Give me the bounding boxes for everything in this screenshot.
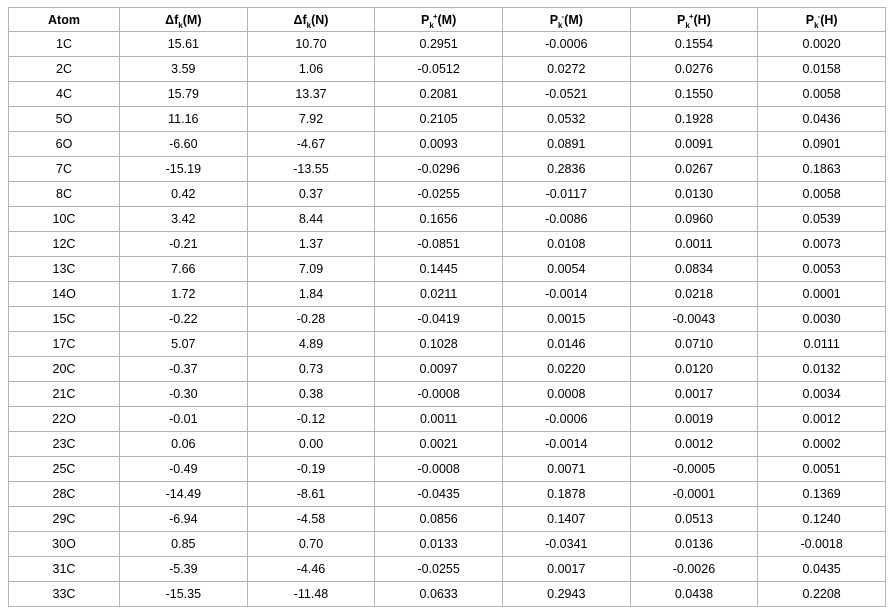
cell-pk-plus-h: 0.0019 (630, 407, 758, 432)
cell-pk-minus-m: -0.0117 (502, 182, 630, 207)
header-delta-m-suffix: (M) (182, 12, 202, 27)
cell-delta-fk-m: -15.35 (120, 582, 248, 607)
cell-delta-fk-n: 0.73 (247, 357, 375, 382)
cell-pk-plus-m: 0.0011 (375, 407, 503, 432)
cell-delta-fk-n: 7.92 (247, 107, 375, 132)
cell-pk-plus-m: 0.0211 (375, 282, 503, 307)
table-row (9, 457, 886, 482)
table-header-row (9, 8, 886, 32)
cell-pk-minus-h: 0.0058 (758, 182, 886, 207)
cell-pk-plus-m: 0.0633 (375, 582, 503, 607)
header-pk-minus-m (502, 8, 630, 32)
table-row (9, 57, 886, 82)
cell-pk-plus-h: -0.0001 (630, 482, 758, 507)
cell-atom: 23C (9, 432, 120, 457)
reactivity-table (8, 7, 886, 607)
cell-pk-minus-m: -0.0521 (502, 82, 630, 107)
cell-pk-plus-h: 0.0120 (630, 357, 758, 382)
cell-pk-minus-h: 0.0030 (758, 307, 886, 332)
cell-pk-plus-h: 0.1550 (630, 82, 758, 107)
cell-pk-minus-h: 0.1240 (758, 507, 886, 532)
cell-pk-plus-m: -0.0008 (375, 457, 503, 482)
cell-atom: 2C (9, 57, 120, 82)
header-delta-m-sub: k (178, 20, 183, 30)
cell-delta-fk-m: -0.30 (120, 382, 248, 407)
cell-pk-plus-m: -0.0435 (375, 482, 503, 507)
cell-pk-minus-h: 0.0012 (758, 407, 886, 432)
cell-pk-minus-m: -0.0006 (502, 32, 630, 57)
cell-delta-fk-n: 8.44 (247, 207, 375, 232)
cell-delta-fk-n: 0.38 (247, 382, 375, 407)
cell-atom: 29C (9, 507, 120, 532)
data-table-container (8, 7, 886, 607)
cell-pk-plus-h: 0.0012 (630, 432, 758, 457)
cell-pk-plus-m: 0.1028 (375, 332, 503, 357)
cell-pk-plus-h: 0.0276 (630, 57, 758, 82)
cell-pk-plus-h: -0.0043 (630, 307, 758, 332)
cell-atom: 33C (9, 582, 120, 607)
cell-pk-minus-h: 0.0111 (758, 332, 886, 357)
cell-atom: 15C (9, 307, 120, 332)
table-row (9, 582, 886, 607)
table-row (9, 332, 886, 357)
table-row (9, 432, 886, 457)
cell-delta-fk-n: -13.55 (247, 157, 375, 182)
cell-delta-fk-n: 1.06 (247, 57, 375, 82)
cell-delta-fk-n: -4.58 (247, 507, 375, 532)
cell-delta-fk-n: -0.12 (247, 407, 375, 432)
cell-pk-plus-h: 0.0130 (630, 182, 758, 207)
cell-atom: 28C (9, 482, 120, 507)
cell-delta-fk-n: -11.48 (247, 582, 375, 607)
cell-pk-plus-h: 0.1928 (630, 107, 758, 132)
cell-pk-minus-m: 0.0054 (502, 257, 630, 282)
table-row (9, 407, 886, 432)
cell-atom: 22O (9, 407, 120, 432)
cell-pk-minus-m: 0.0220 (502, 357, 630, 382)
cell-pk-minus-m: 0.0891 (502, 132, 630, 157)
cell-pk-plus-m: -0.0512 (375, 57, 503, 82)
cell-pk-minus-h: 0.0158 (758, 57, 886, 82)
cell-pk-minus-m: 0.0008 (502, 382, 630, 407)
table-row (9, 357, 886, 382)
header-pk-plus-m (375, 8, 503, 32)
cell-pk-minus-m: 0.2943 (502, 582, 630, 607)
cell-pk-minus-h: 0.0051 (758, 457, 886, 482)
header-pk-plus-m-prefix: P (421, 12, 430, 27)
cell-delta-fk-m: -0.01 (120, 407, 248, 432)
table-row (9, 107, 886, 132)
cell-delta-fk-n: 0.70 (247, 532, 375, 557)
cell-delta-fk-m: -5.39 (120, 557, 248, 582)
cell-delta-fk-m: 11.16 (120, 107, 248, 132)
cell-pk-minus-h: 0.0053 (758, 257, 886, 282)
cell-delta-fk-n: 4.89 (247, 332, 375, 357)
table-row (9, 482, 886, 507)
cell-pk-plus-m: 0.2951 (375, 32, 503, 57)
header-pk-plus-h-sub: k (685, 20, 690, 30)
cell-pk-plus-m: -0.0255 (375, 557, 503, 582)
cell-pk-plus-h: -0.0005 (630, 457, 758, 482)
cell-delta-fk-m: 3.59 (120, 57, 248, 82)
cell-delta-fk-m: -14.49 (120, 482, 248, 507)
cell-pk-plus-h: 0.0513 (630, 507, 758, 532)
cell-atom: 7C (9, 157, 120, 182)
cell-pk-plus-m: -0.0008 (375, 382, 503, 407)
cell-pk-minus-h: -0.0018 (758, 532, 886, 557)
cell-delta-fk-n: -4.46 (247, 557, 375, 582)
header-delta-fk-m (120, 8, 248, 32)
cell-pk-minus-m: 0.0071 (502, 457, 630, 482)
cell-pk-minus-h: 0.1863 (758, 157, 886, 182)
cell-delta-fk-m: -6.94 (120, 507, 248, 532)
cell-delta-fk-m: 0.85 (120, 532, 248, 557)
header-pk-plus-h (630, 8, 758, 32)
cell-pk-plus-h: 0.0218 (630, 282, 758, 307)
table-row (9, 182, 886, 207)
cell-pk-minus-m: 0.0108 (502, 232, 630, 257)
cell-pk-minus-h: 0.0539 (758, 207, 886, 232)
cell-pk-minus-h: 0.0132 (758, 357, 886, 382)
cell-atom: 20C (9, 357, 120, 382)
cell-delta-fk-n: 1.37 (247, 232, 375, 257)
cell-pk-plus-m: -0.0851 (375, 232, 503, 257)
table-row (9, 532, 886, 557)
cell-pk-plus-m: 0.0093 (375, 132, 503, 157)
cell-pk-minus-m: 0.0532 (502, 107, 630, 132)
cell-pk-plus-m: 0.0021 (375, 432, 503, 457)
cell-pk-minus-m: -0.0006 (502, 407, 630, 432)
table-row (9, 557, 886, 582)
header-pk-plus-h-prefix: P (677, 12, 686, 27)
cell-delta-fk-m: 15.61 (120, 32, 248, 57)
cell-pk-plus-m: 0.1656 (375, 207, 503, 232)
cell-atom: 10C (9, 207, 120, 232)
header-pk-minus-h-sub: k (814, 20, 819, 30)
cell-delta-fk-n: -0.19 (247, 457, 375, 482)
cell-delta-fk-m: 7.66 (120, 257, 248, 282)
cell-delta-fk-m: -0.49 (120, 457, 248, 482)
cell-pk-minus-h: 0.0002 (758, 432, 886, 457)
header-pk-minus-h-sup: - (817, 11, 821, 21)
header-pk-minus-h-prefix: P (805, 12, 815, 27)
cell-delta-fk-n: 0.37 (247, 182, 375, 207)
cell-pk-minus-h: 0.0058 (758, 82, 886, 107)
header-pk-minus-m-sup: - (561, 11, 565, 21)
cell-pk-plus-h: 0.0834 (630, 257, 758, 282)
header-pk-plus-h-sup: + (688, 11, 694, 21)
cell-pk-minus-h: 0.0436 (758, 107, 886, 132)
header-pk-minus-h-suffix: (H) (820, 12, 838, 27)
cell-pk-plus-h: 0.0011 (630, 232, 758, 257)
cell-atom: 4C (9, 82, 120, 107)
table-row (9, 82, 886, 107)
table-row (9, 232, 886, 257)
cell-pk-plus-m: 0.2081 (375, 82, 503, 107)
cell-delta-fk-m: 15.79 (120, 82, 248, 107)
cell-delta-fk-m: 0.06 (120, 432, 248, 457)
header-atom-label: Atom (48, 12, 80, 27)
cell-pk-minus-m: 0.2836 (502, 157, 630, 182)
cell-atom: 14O (9, 282, 120, 307)
cell-atom: 13C (9, 257, 120, 282)
cell-pk-plus-h: -0.0026 (630, 557, 758, 582)
header-delta-n-suffix: (N) (311, 12, 329, 27)
cell-pk-minus-h: 0.0073 (758, 232, 886, 257)
cell-pk-plus-m: 0.2105 (375, 107, 503, 132)
cell-delta-fk-m: -0.22 (120, 307, 248, 332)
cell-pk-plus-h: 0.0017 (630, 382, 758, 407)
cell-pk-plus-m: 0.0097 (375, 357, 503, 382)
cell-pk-minus-m: -0.0341 (502, 532, 630, 557)
cell-pk-minus-m: 0.1878 (502, 482, 630, 507)
table-row (9, 382, 886, 407)
cell-pk-plus-h: 0.0091 (630, 132, 758, 157)
table-row (9, 257, 886, 282)
cell-pk-plus-h: 0.0710 (630, 332, 758, 357)
header-pk-minus-h (758, 8, 886, 32)
cell-pk-plus-m: 0.1445 (375, 257, 503, 282)
cell-pk-plus-h: 0.0960 (630, 207, 758, 232)
cell-pk-minus-m: -0.0014 (502, 432, 630, 457)
cell-atom: 21C (9, 382, 120, 407)
cell-delta-fk-m: 0.42 (120, 182, 248, 207)
cell-pk-plus-m: -0.0255 (375, 182, 503, 207)
cell-pk-minus-m: -0.0014 (502, 282, 630, 307)
cell-atom: 12C (9, 232, 120, 257)
table-row (9, 32, 886, 57)
cell-pk-plus-m: -0.0296 (375, 157, 503, 182)
header-delta-n-sub: k (306, 20, 312, 30)
cell-delta-fk-n: 0.00 (247, 432, 375, 457)
cell-pk-minus-m: 0.1407 (502, 507, 630, 532)
cell-pk-minus-m: 0.0015 (502, 307, 630, 332)
cell-pk-minus-m: 0.0146 (502, 332, 630, 357)
cell-atom: 1C (9, 32, 120, 57)
cell-atom: 30O (9, 532, 120, 557)
cell-pk-plus-m: 0.0856 (375, 507, 503, 532)
cell-delta-fk-n: -8.61 (247, 482, 375, 507)
cell-pk-plus-m: 0.0133 (375, 532, 503, 557)
cell-pk-minus-h: 0.0001 (758, 282, 886, 307)
header-delta-n-prefix: Δf (293, 12, 307, 27)
header-atom (9, 8, 120, 32)
cell-pk-minus-h: 0.0020 (758, 32, 886, 57)
header-delta-fk-n (247, 8, 375, 32)
cell-pk-minus-h: 0.0901 (758, 132, 886, 157)
table-row (9, 282, 886, 307)
header-pk-plus-m-sub: k (429, 20, 434, 30)
cell-pk-minus-h: 0.2208 (758, 582, 886, 607)
table-row (9, 307, 886, 332)
cell-pk-plus-h: 0.0267 (630, 157, 758, 182)
table-row (9, 507, 886, 532)
cell-pk-minus-h: 0.0034 (758, 382, 886, 407)
cell-atom: 5O (9, 107, 120, 132)
header-pk-minus-m-sub: k (558, 20, 563, 30)
cell-atom: 17C (9, 332, 120, 357)
cell-delta-fk-n: 7.09 (247, 257, 375, 282)
cell-pk-minus-h: 0.1369 (758, 482, 886, 507)
header-delta-m-prefix: Δf (165, 12, 179, 27)
cell-delta-fk-n: 10.70 (247, 32, 375, 57)
table-row (9, 132, 886, 157)
cell-atom: 8C (9, 182, 120, 207)
table-body (9, 32, 886, 607)
cell-atom: 6O (9, 132, 120, 157)
cell-delta-fk-m: -6.60 (120, 132, 248, 157)
cell-delta-fk-n: 13.37 (247, 82, 375, 107)
cell-pk-plus-m: -0.0419 (375, 307, 503, 332)
cell-delta-fk-m: -0.21 (120, 232, 248, 257)
cell-pk-plus-h: 0.1554 (630, 32, 758, 57)
cell-pk-minus-m: -0.0086 (502, 207, 630, 232)
header-pk-minus-m-suffix: (M) (564, 12, 583, 27)
header-pk-plus-m-suffix: (M) (437, 12, 457, 27)
header-pk-plus-m-sup: + (432, 11, 438, 21)
cell-delta-fk-m: -0.37 (120, 357, 248, 382)
cell-delta-fk-n: -4.67 (247, 132, 375, 157)
cell-delta-fk-m: 3.42 (120, 207, 248, 232)
table-row (9, 207, 886, 232)
cell-atom: 31C (9, 557, 120, 582)
cell-delta-fk-m: 1.72 (120, 282, 248, 307)
cell-pk-plus-h: 0.0438 (630, 582, 758, 607)
cell-delta-fk-n: 1.84 (247, 282, 375, 307)
cell-pk-plus-h: 0.0136 (630, 532, 758, 557)
cell-delta-fk-m: 5.07 (120, 332, 248, 357)
cell-pk-minus-m: 0.0272 (502, 57, 630, 82)
header-pk-plus-h-suffix: (H) (693, 12, 711, 27)
cell-delta-fk-n: -0.28 (247, 307, 375, 332)
table-row (9, 157, 886, 182)
cell-pk-minus-m: 0.0017 (502, 557, 630, 582)
header-pk-minus-m-prefix: P (549, 12, 559, 27)
cell-delta-fk-m: -15.19 (120, 157, 248, 182)
cell-atom: 25C (9, 457, 120, 482)
cell-pk-minus-h: 0.0435 (758, 557, 886, 582)
